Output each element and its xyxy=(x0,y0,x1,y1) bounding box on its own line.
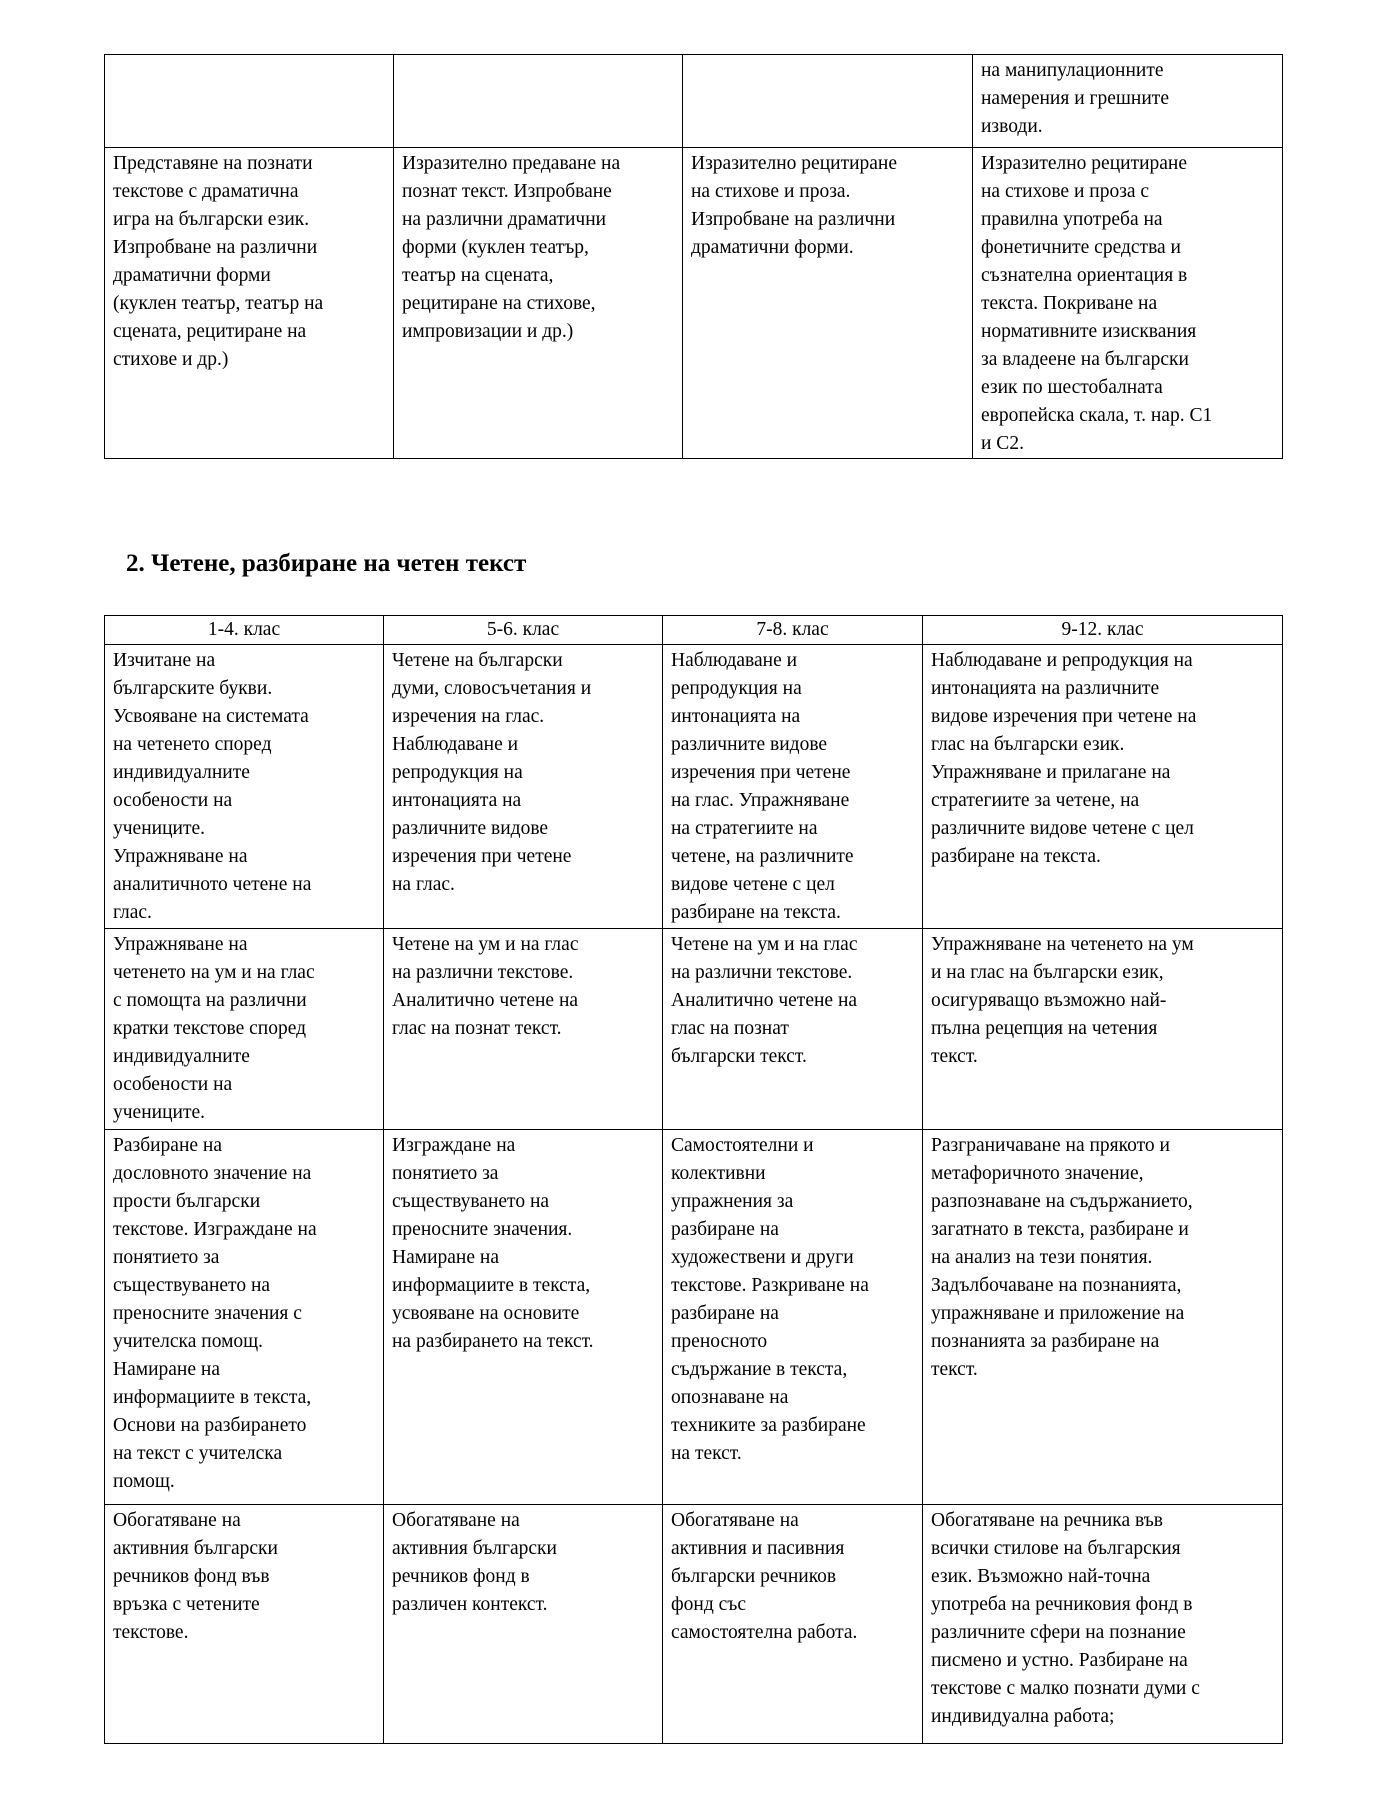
table-cell: Наблюдаване и репродукция на интонацията на различните видове изречения при четене на глас на български език. Упражняване и прилагане на стратегиите за четене, на различните видове четене с цел разбиране на текста. xyxy=(923,645,1283,929)
table-row xyxy=(105,55,1283,148)
table-cell: Обогатяване на активния и пасивния български речников фонд със самостоятелна работа. xyxy=(663,1505,923,1744)
table-cell: Обогатяване на активния български речников фонд във връзка с четените текстове. xyxy=(105,1505,384,1744)
table-cell: Четене на ум и на глас на различни текстове. Аналитично четене на глас на познат текст. xyxy=(384,929,663,1130)
table-cell: Четене на български думи, словосъчетания и изречения на глас. Наблюдаване и репродукция на интонацията на различните видове изречения при четене на глас. xyxy=(384,645,663,929)
table-cell xyxy=(683,55,973,148)
competency-table-part1 xyxy=(104,54,1283,459)
table-cell: Разбиране на дословното значение на прости български текстове. Изграждане на понятието за съществуването на преносните значения с учителска помощ. Намиране на информациите в текста, Основи на разбирането на текст с учителска помощ. xyxy=(105,1130,384,1505)
table-cell: Разграничаване на прякото и метафоричното значение, разпознаване на съдържанието, загатнато в текста, разбиране и на анализ на тези понятия. Задълбочаване на познанията, упражняване и приложение на познанията за разбиране на текст. xyxy=(923,1130,1283,1505)
column-header: 5-6. клас xyxy=(384,616,663,645)
table-cell: Изразително рецитиране на стихове и проза. Изпробване на различни драматични форми. xyxy=(683,148,973,459)
table-cell: на манипулационните намерения и грешните изводи. xyxy=(973,55,1283,148)
reading-comprehension-table xyxy=(104,615,1283,1744)
table-row xyxy=(105,1505,1283,1744)
table-cell: Изграждане на понятието за съществуването на преносните значения. Намиране на информациите в текста, усвояване на основите на разбирането на текст. xyxy=(384,1130,663,1505)
table-header-row xyxy=(105,616,1283,645)
table-row xyxy=(105,1130,1283,1505)
table-cell: Изразително рецитиране на стихове и проза с правилна употреба на фонетичните средства и съзнателна ориентация в текста. Покриване на нормативните изисквания за владеене на български език по шестобалната европейска скала, т. нар. С1 и С2. xyxy=(973,148,1283,459)
table-cell: Упражняване на четенето на ум и на глас с помощта на различни кратки текстове според индивидуалните особености на учениците. xyxy=(105,929,384,1130)
column-header: 7-8. клас xyxy=(663,616,923,645)
table-cell: Изразително предаване на познат текст. Изпробване на различни драматични форми (куклен театър, театър на сцената, рецитиране на стихове, импровизации и др.) xyxy=(394,148,683,459)
section-heading: 2. Четене, разбиране на четен текст xyxy=(126,550,527,577)
table-cell: Обогатяване на речника във всички стилове на българския език. Възможно най-точна употреба на речниковия фонд в различните сфери на познание писмено и устно. Разбиране на текстове с малко познати думи с индивидуална работа; xyxy=(923,1505,1283,1744)
table-cell: Четене на ум и на глас на различни текстове. Аналитично четене на глас на познат български текст. xyxy=(663,929,923,1130)
table-cell: Упражняване на четенето на ум и на глас на български език, осигуряващо възможно най- пълна рецепция на четения текст. xyxy=(923,929,1283,1130)
table-cell: Представяне на познати текстове с драматична игра на български език. Изпробване на различни драматични форми (куклен театър, театър на сцената, рецитиране на стихове и др.) xyxy=(105,148,394,459)
table-cell: Обогатяване на активния български речников фонд в различен контекст. xyxy=(384,1505,663,1744)
table-cell: Самостоятелни и колективни упражнения за разбиране на художествени и други текстове. Разкриване на разбиране на преносното съдържание в текста, опознаване на техниките за разбиране на текст. xyxy=(663,1130,923,1505)
table-row xyxy=(105,929,1283,1130)
table-cell: Изчитане на българските букви. Усвояване на системата на четенето според индивидуалните особености на учениците. Упражняване на аналитичното четене на глас. xyxy=(105,645,384,929)
table-row xyxy=(105,148,1283,459)
table-cell: Наблюдаване и репродукция на интонацията на различните видове изречения при четене на глас. Упражняване на стратегиите на четене, на различните видове четене с цел разбиране на текста. xyxy=(663,645,923,929)
column-header: 1-4. клас xyxy=(105,616,384,645)
column-header: 9-12. клас xyxy=(923,616,1283,645)
table-cell xyxy=(394,55,683,148)
table-cell xyxy=(105,55,394,148)
table-row xyxy=(105,645,1283,929)
